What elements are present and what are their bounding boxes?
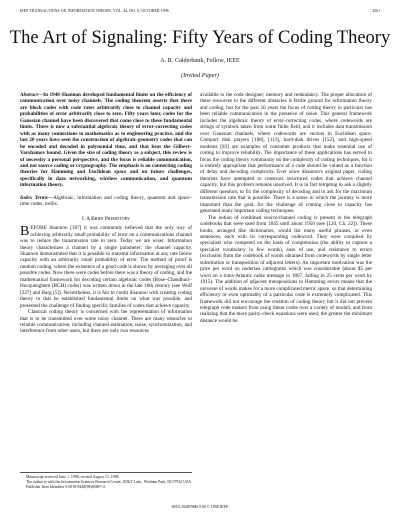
- body-paragraph-2: The notion of combined source/channel coding is present in the telegraph codebooks that were used from 1845 until about 1950 (see [120, Ch. 22]). These books, arranged like dictionaries, would list many useful phrases, or even sentences, each with its corresponding codeword. They were compiled by specialists who competed on the basis of compression (the ability to capture a specialist vocabulary in few words), ease of use, and resistance to errors (exclusion from the codebook of words obtained from codewords by single letter substitution or transposition of adjacent letters). An important motivation was the price per word on undersea cablegrams which was considerable (about $5 per word on a trans-Atlantic cable message in 1867, falling to 25 cents per word by 1915). The addition of adjacent transpositions to Hamming errors means that the universe of words makes for a more complicated metric space, so that determining efficiency or even optimality of a particular code is extremely complicated. This framework did not encourage the creation of coding theory but it did not prevent telegraph code makers from using linear codes over a variety of moduli, and from realizing that the more parity-check equations were used, the greater the minimum distance would be.: [200, 214, 372, 324]
- abstract-text: In 1948 Shannon developed fundamental limits on the efficiency of communication over noisy channels. The coding theorem asserts that there are block codes with code rates arbitrarily close to channel capacity and probabilities of error arbitrarily close to zero. Fifty years later, codes for the Gaussian channel have been discovered that come close to these fundamental limits. There is now a substantial algebraic theory of error-correcting codes with as many connections to mathematics as to engineering practice, and the last 20 years have seen the construction of algebraic-geometry codes that can be encoded and decoded in polynomial time, and that beat the Gilbert–Varshamov bound. Given the size of coding theory as a subject, this review is of necessity a personal perspective, and the focus is reliable communication, and not source coding or cryptography. The emphasis is on connecting coding theories for Hamming and Euclidean space and on future challenges, specifically in data networking, wireless communication, and quantum information theory.: [20, 92, 192, 189]
- copyright-line: 0018–9448/98$10.00 © 1998 IEEE: [171, 504, 229, 509]
- abstract: [20, 92, 192, 189]
- left-column: [20, 92, 192, 335]
- abstract-label: Abstract—: [20, 92, 44, 98]
- journal-header: IEEE TRANSACTIONS ON INFORMATION THEORY, VOL. 44, NO. 6, OCTOBER 1998: [20, 9, 169, 13]
- footnote: [20, 472, 192, 489]
- index-terms-label: Index Terms—: [20, 194, 54, 201]
- intro-text-1: EFORE Shannon [187] it was commonly believed that the only way of achieving arbitrarily small probability of error on a communications channel was to reduce the transmission rate to zero. Today we are wiser. Information theory characterizes a channel by a single parameter; the channel capacity. Shannon demonstrated that it is possible to transmit information at any rate below capacity with an arbitrarily small probability of error. The method of proof is random coding, where the existence of a good code is shown by averaging over all possible codes. Now there were codes before there was a theory of coding, and the mathematical framework for decoding certain algebraic codes (Bose–Chaudhuri–Hocquenghem (BCH) codes) was written down in the late 18th century (see Wolf [227] and Barg [5]). Nevertheless, it is fair to credit Shannon with creating coding theory in that he established fundamental limits on what was possible, and presented the challenge of finding specific families of codes that achieve capacity.: [20, 225, 192, 309]
- body-paragraph-1: available to the code designer; memory and redundancy. The proper allocation of these resources to the different obstacles is fertile ground for information theory and coding, but for the past 50 years the focus of coding theory in particular has been reliable communication in the presence of noise. This general framework includes the algebraic theory of error-correcting codes, where codewords are strings of symbols taken from some finite field, and it includes data transmission over Gaussian channels, where codewords are vectors in Euclidean space. Compact disk players [168], [113], hard-disk drives [152], and high-speed modems [83] are examples of consumer products that make essential use of coding to improve reliability. The importance of these applications has served to focus the coding theory community on the complexity of coding techniques, for it is entirely appropriate that performance of a code should be valued as a function of delay and decoding complexity. Ever since Shannon's original paper, coding theorists have attempted to construct structured codes that achieve channel capacity, but this problem remains unsolved. It is in fact tempting to ask a slightly different question; to fix the complexity of decoding and to ask for the maximum transmission rate that is possible. There is a sense in which the journey is more important than the goal, for the challenge of coming close to capacity has generated many important coding techniques.: [200, 92, 372, 215]
- drop-cap: B: [20, 224, 30, 240]
- footnote-identifier: Publisher Item Identifier S 0018-9448(98)05887-4.: [26, 484, 106, 489]
- running-header: [20, 9, 380, 17]
- right-column: [200, 92, 372, 324]
- paper-title: The Art of Signaling: Fifty Years of Coding Theory: [9, 28, 391, 48]
- index-terms-text: Algebraic, information and coding theory, quantum and space–time codes, trellis.: [20, 194, 192, 208]
- intro-paragraph-1: [20, 225, 192, 309]
- footnote-affiliation: The author is with the Information Sciences Research Center, AT&T Labs., Florham Park, NJ 07932 USA.: [26, 479, 192, 484]
- footnote-received: Manuscript received June 1, 1998; revised August 15, 1998.: [26, 475, 120, 479]
- section-heading: I. A Brief Prehistory: [82, 215, 130, 222]
- intro-paragraph-2: Classical coding theory is concerned with the representation of information that is to be transmitted over some noisy channel. There are many obstacles to reliable communication, including channel estimation, noise, synchronization, and interference from other users, but there are only two resources: [20, 309, 192, 335]
- page-number: 2561: [372, 9, 380, 13]
- author-line: A. R. Calderbank, Fellow, IEEE: [160, 57, 240, 64]
- paper-type: (Invited Paper): [181, 72, 219, 79]
- index-terms: [20, 195, 192, 208]
